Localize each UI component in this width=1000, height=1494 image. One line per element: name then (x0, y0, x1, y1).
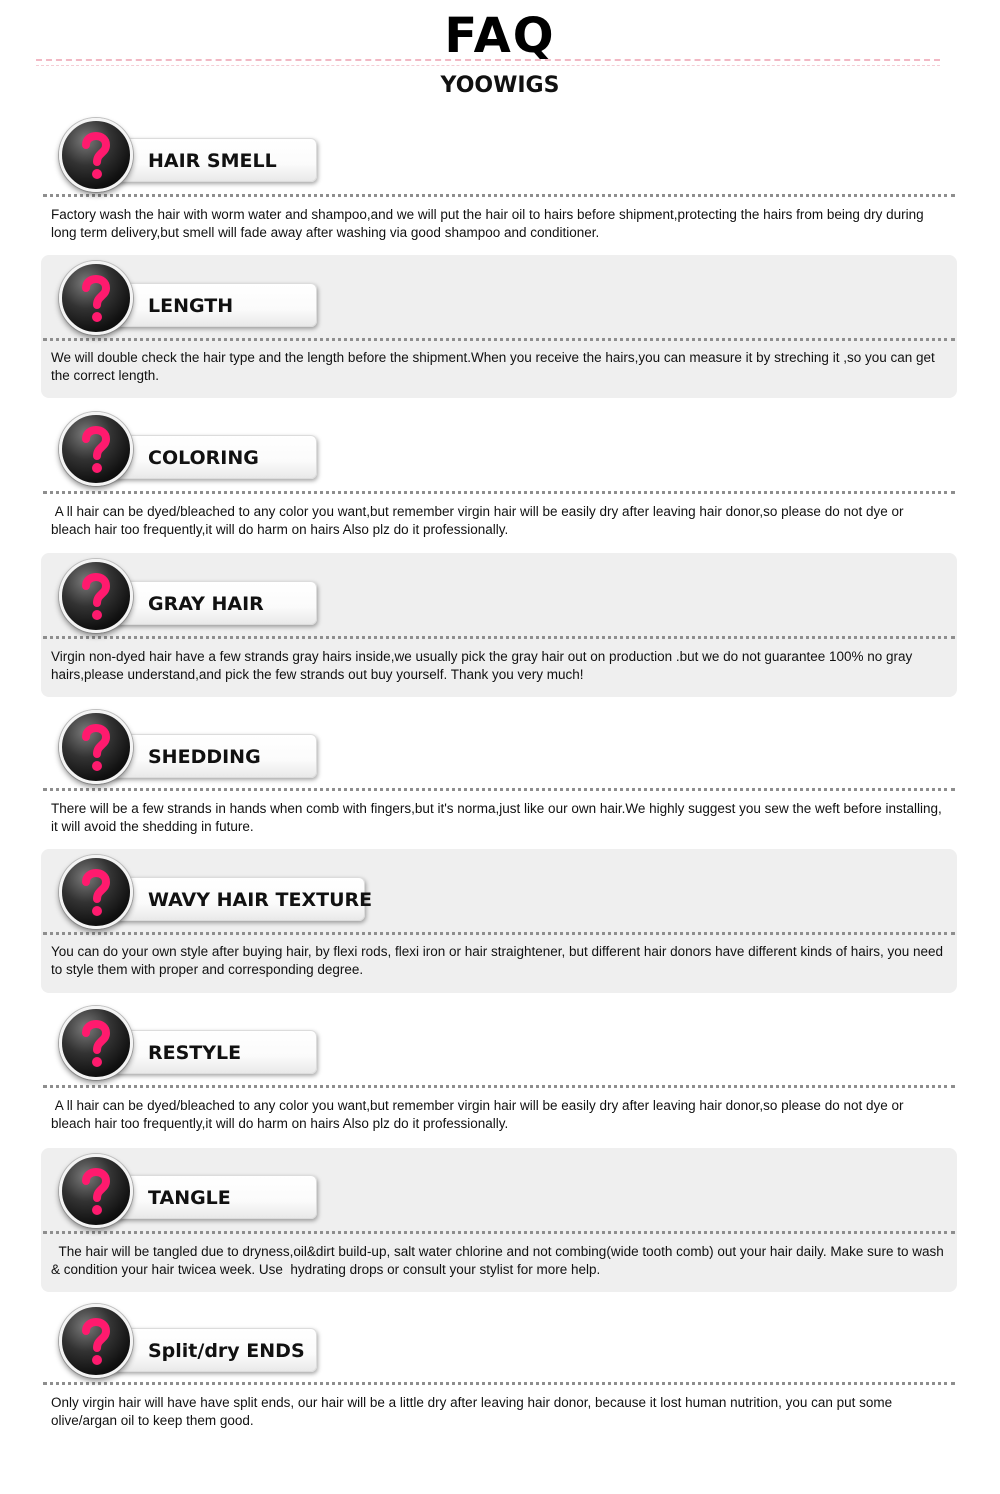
dotted-divider (43, 932, 955, 935)
question-tab (109, 877, 373, 921)
faq-item-gray-hair (41, 553, 957, 697)
answer-text: We will double check the hair type and the length before the shipment.When you receive the hairs,you can measure it by streching it ,so you can get the correct length. (51, 350, 939, 383)
dotted-divider (43, 1085, 955, 1088)
question-label: RESTYLE (148, 1042, 242, 1064)
question-mark-icon (59, 412, 133, 486)
question-mark-icon (59, 1304, 133, 1378)
question-label: WAVY HAIR TEXTURE (148, 889, 373, 911)
dotted-divider (43, 1382, 955, 1385)
question-tab (109, 138, 317, 182)
question-label: GRAY HAIR (148, 593, 264, 615)
dotted-divider (43, 338, 955, 341)
question-label: Split/dry ENDS (148, 1340, 305, 1362)
answer-text: There will be a few strands in hands when comb with fingers,but it's norma,just like our own hair.We highly suggest you sew the weft before installing, it will avoid the shedding in future. (51, 801, 946, 834)
page-title: FAQ (444, 8, 556, 64)
faq-item-shedding (41, 710, 957, 840)
question-tab (109, 734, 317, 778)
question-tab (109, 581, 317, 625)
question-tab (109, 1030, 317, 1074)
question-mark-icon (59, 1006, 133, 1080)
faq-item-split-dry-ends (41, 1304, 957, 1434)
dotted-divider (43, 194, 955, 197)
question-mark-icon (59, 710, 133, 784)
answer-text: The hair will be tangled due to dryness,oil&dirt build-up, salt water chlorine and not combing(wide tooth comb) out your hair daily. Make sure to wash & condition your hair twicea week. Use hydrating drops or consult your stylist for more help. (51, 1244, 948, 1277)
faq-item-restyle (41, 1006, 957, 1136)
dotted-divider (43, 636, 955, 639)
dotted-divider (43, 491, 955, 494)
faq-item-wavy-hair-texture (41, 849, 957, 993)
question-label: LENGTH (148, 295, 234, 317)
faq-item-tangle (41, 1148, 957, 1292)
question-mark-icon (59, 855, 133, 929)
question-tab (109, 283, 317, 327)
dotted-divider (43, 1231, 955, 1234)
answer-text: Only virgin hair will have have split ends, our hair will be a little dry after leaving hair donor, because it lost human nutrition, you can put some olive/argan oil to keep them good. (51, 1395, 896, 1428)
question-mark-icon (59, 559, 133, 633)
question-label: SHEDDING (148, 746, 261, 768)
answer-text: Virgin non-dyed hair have a few strands gray hairs inside,we usually pick the gray hair out on production .but we do not guarantee 100% no gray hairs,please understand,and pick the few strands out buy yourself. Thank you very much! (51, 649, 917, 682)
answer-text: A ll hair can be dyed/bleached to any color you want,but remember virgin hair will be easily dry after leaving hair donor,so please do not dye or bleach hair too frequently,it will do harm on hairs Also plz do it professionally. (51, 1098, 908, 1131)
faq-item-hair-smell (41, 118, 957, 246)
answer-text: Factory wash the hair with worm water and shampoo,and we will put the hair oil to hairs before shipment,protecting the hairs from being dry during long term delivery,but smell will fade away after washing via good shampoo and conditioner. (51, 207, 928, 240)
question-mark-icon (59, 1154, 133, 1228)
title-divider (36, 59, 940, 61)
question-label: COLORING (148, 447, 259, 469)
faq-item-coloring (41, 412, 957, 542)
question-mark-icon (59, 118, 133, 192)
answer-text: You can do your own style after buying hair, by flexi rods, flexi iron or hair straightener, but different hair donors have different kinds of hairs, you need to style them with proper and corresponding degree. (51, 944, 947, 977)
faq-item-length (41, 255, 957, 398)
dotted-divider (43, 788, 955, 791)
question-mark-icon (59, 261, 133, 335)
brand-name: YOOWIGS (440, 73, 560, 98)
question-tab (109, 1175, 317, 1219)
question-tab (109, 435, 317, 479)
question-label: HAIR SMELL (148, 150, 277, 172)
question-label: TANGLE (148, 1187, 231, 1209)
question-tab (109, 1328, 317, 1372)
title-divider-secondary (36, 65, 940, 66)
answer-text: A ll hair can be dyed/bleached to any color you want,but remember virgin hair will be easily dry after leaving hair donor,so please do not dye or bleach hair too frequently,it will do harm on hairs Also plz do it professionally. (51, 504, 908, 537)
